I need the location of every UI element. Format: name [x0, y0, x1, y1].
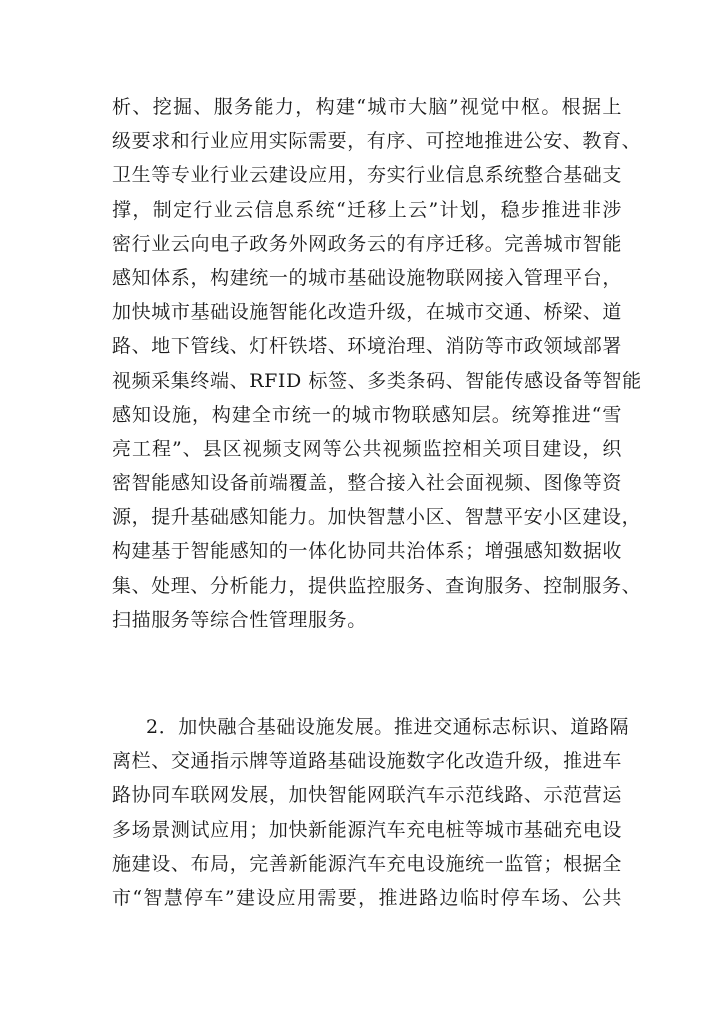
- text-line: 路、地下管线、灯杆铁塔、环境治理、消防等市政领域部署: [112, 335, 622, 358]
- text-line: 源，提升基础感知能力。加快智慧小区、智慧平安小区建设，: [112, 506, 642, 529]
- text-line: 卫生等专业行业云建设应用，夯实行业信息系统整合基础支: [112, 164, 622, 187]
- text-line: 感知体系，构建统一的城市基础设施物联网接入管理平台，: [112, 266, 622, 289]
- text-line: 扫描服务等综合性管理服务。: [112, 608, 367, 631]
- text-line: 2．加快融合基础设施发展。推进交通标志标识、道路隔: [146, 716, 630, 738]
- text-line: 市“智慧停车”建设应用需要，推进路边临时停车场、公共: [112, 886, 622, 909]
- text-line: 多场景测试应用；加快新能源汽车充电桩等城市基础充电设: [112, 818, 622, 841]
- text-line: 密智能感知设备前端覆盖，整合接入社会面视频、图像等资: [112, 472, 622, 495]
- text-line: 密行业云向电子政务外网政务云的有序迁移。完善城市智能: [112, 232, 622, 255]
- text-line: 构建基于智能感知的一体化协同共治体系；增强感知数据收: [112, 540, 622, 563]
- text-line: 集、处理、分析能力，提供监控服务、查询服务、控制服务、: [112, 574, 642, 597]
- text-line: 施建设、布局，完善新能源汽车充电设施统一监管；根据全: [112, 852, 622, 875]
- text-line: 离栏、交通指示牌等道路基础设施数字化改造升级，推进车: [112, 750, 622, 773]
- paragraph: [112, 710, 630, 915]
- text-line: 撑，制定行业云信息系统“迁移上云”计划，稳步推进非涉: [112, 198, 622, 221]
- text-line: 析、挖掘、服务能力，构建“城市大脑”视觉中枢。根据上: [112, 96, 622, 118]
- text-line: 亮工程”、县区视频支网等公共视频监控相关项目建设，织: [112, 437, 622, 460]
- text-line: 级要求和行业应用实际需要，有序、可控地推进公安、教育、: [112, 130, 642, 153]
- text-line: 路协同车联网发展，加快智能网联汽车示范线路、示范营运: [112, 784, 622, 807]
- paragraph: [112, 90, 642, 637]
- text-line: 视频采集终端、RFID 标签、多类条码、智能传感设备等智能: [112, 369, 642, 392]
- text-line: 加快城市基础设施智能化改造升级，在城市交通、桥梁、道: [112, 301, 622, 324]
- text-line: 感知设施，构建全市统一的城市物联感知层。统筹推进“雪: [112, 403, 622, 426]
